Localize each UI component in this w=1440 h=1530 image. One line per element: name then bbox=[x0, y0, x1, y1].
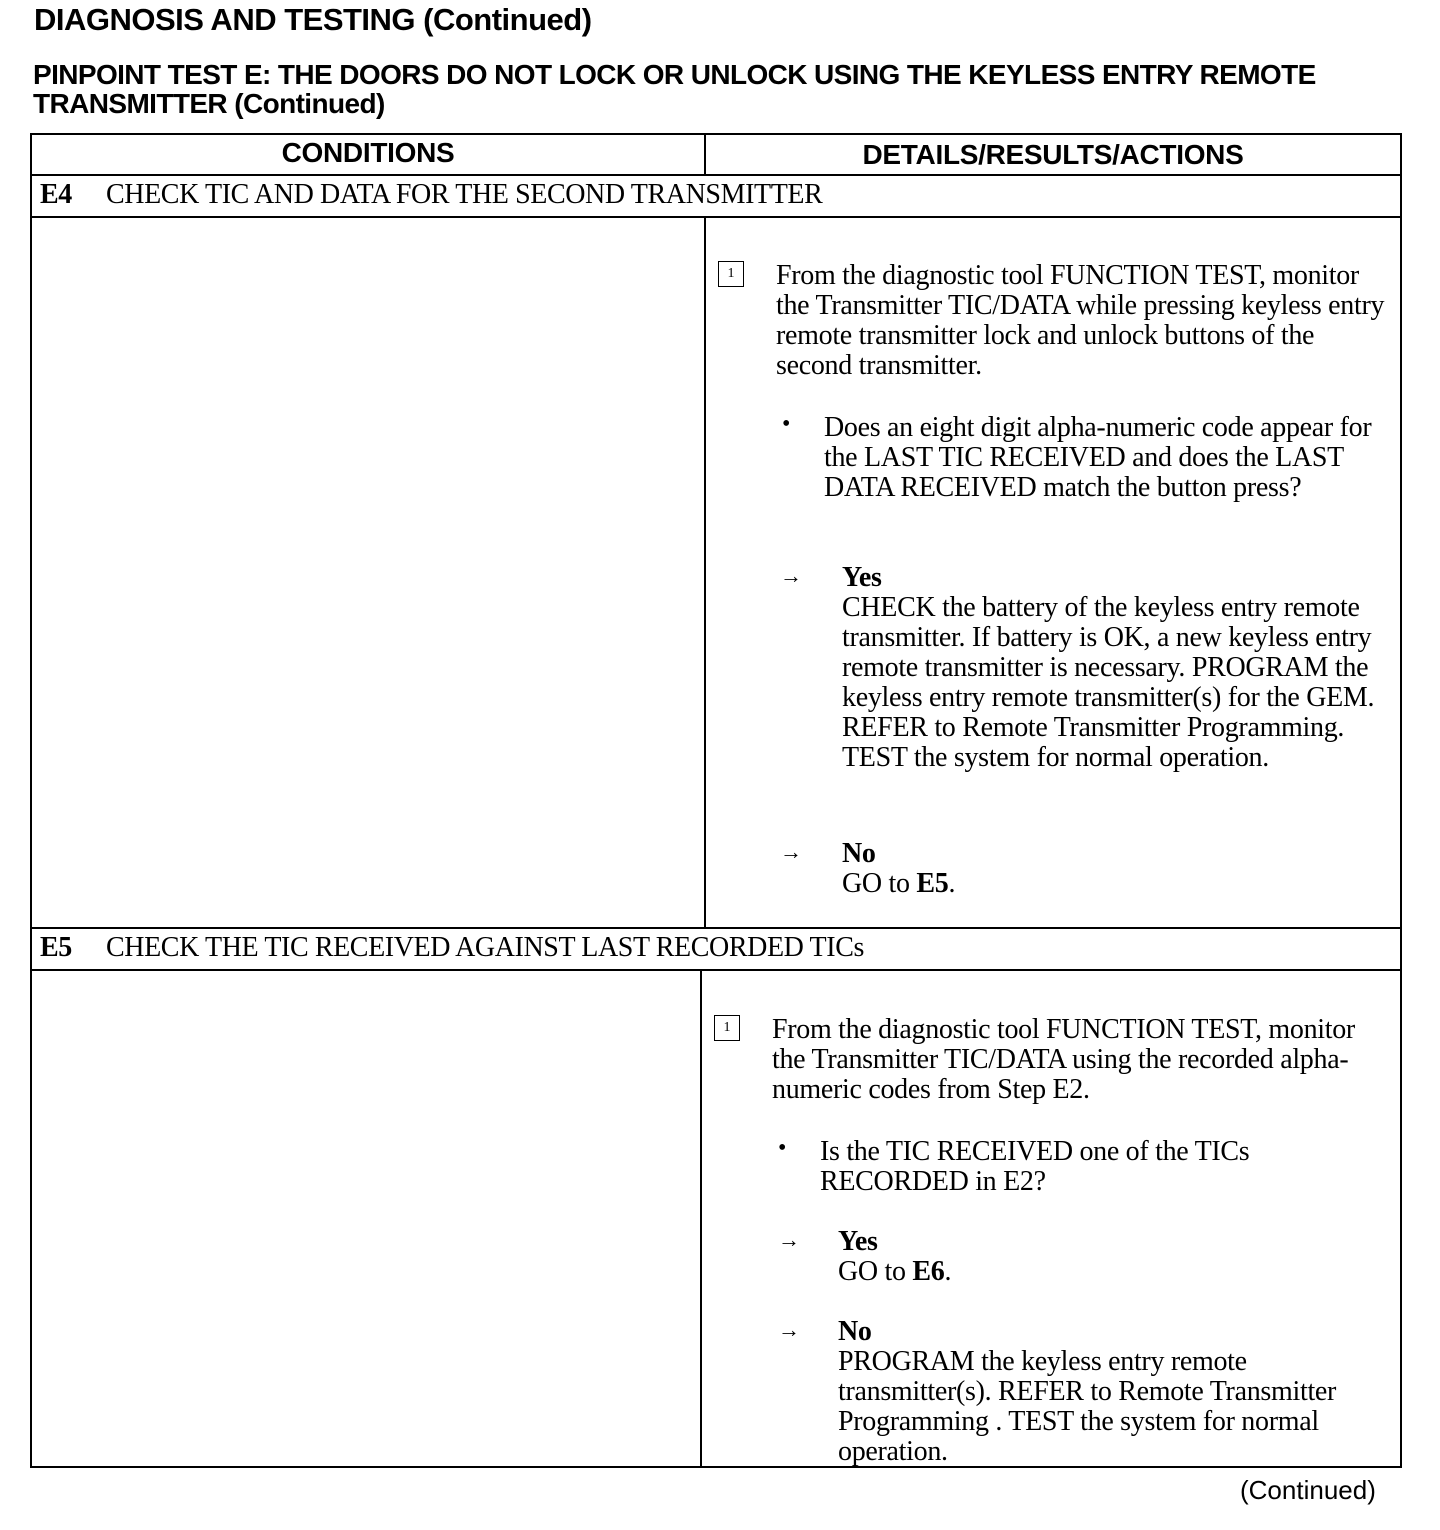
header-column-divider bbox=[704, 135, 706, 175]
conditions-column-header: CONDITIONS bbox=[281, 137, 455, 168]
step-e5-top-divider bbox=[32, 927, 1400, 929]
step-e4-no-block bbox=[842, 839, 1392, 899]
pinpoint-test-table bbox=[30, 133, 1402, 1468]
step-e5-bullet-icon: • bbox=[778, 1135, 787, 1161]
step-e4-yes-text: CHECK the battery of the keyless entry remote transmitter. If battery is OK, a new keyless entry remote transmitter is necessary. PROGRAM the keyless entry remote transmitter(s) for the GEM. REFER to Remote Transmitter Programming. TEST the system for normal operation. bbox=[842, 592, 1375, 773]
pinpoint-test-title: PINPOINT TEST E: THE DOORS DO NOT LOCK OR UNLOCK USING THE KEYLESS ENTRY REMOTE TRANSMITTER (Continued) bbox=[33, 59, 1316, 119]
step-e5-title-divider bbox=[32, 969, 1400, 971]
step-e4-column-divider bbox=[704, 217, 706, 927]
step-e5-code: E5 bbox=[40, 932, 72, 963]
step-e4-no-arrow-icon: → bbox=[780, 839, 802, 864]
step-e4-yes-label: Yes bbox=[842, 562, 882, 593]
step-e5-no-block bbox=[838, 1317, 1394, 1467]
step-e5-yes-ref: E6 bbox=[912, 1256, 945, 1287]
step-e4-no-suffix: . bbox=[948, 868, 956, 899]
page-title: DIAGNOSIS AND TESTING (Continued) bbox=[34, 2, 592, 37]
step-e5-yes-prefix: GO to bbox=[838, 1256, 913, 1287]
step-e5-column-divider bbox=[700, 970, 702, 1467]
step-e4-bullet-icon: • bbox=[782, 411, 791, 437]
step-e5-question: Is the TIC RECEIVED one of the TICs RECORDED in E2? bbox=[820, 1136, 1250, 1197]
step-e5-title: CHECK THE TIC RECEIVED AGAINST LAST RECORDED TICs bbox=[106, 932, 864, 963]
step-e5-no-label: No bbox=[838, 1316, 872, 1347]
step-e5-yes-suffix: . bbox=[944, 1256, 952, 1287]
step-e4-yes-block bbox=[842, 563, 1392, 773]
step-e4-question: Does an eight digit alpha-numeric code appear for the LAST TIC RECEIVED and does the LAST DATA RECEIVED match the button press? bbox=[824, 412, 1372, 503]
step-e4-title-row bbox=[40, 179, 822, 211]
step-e5-no-arrow-icon: → bbox=[778, 1317, 800, 1342]
step-e4-no-label: No bbox=[842, 838, 876, 869]
step-e5-no-text: PROGRAM the keyless entry remote transmitter(s). REFER to Remote Transmitter Programming . TEST the system for normal operation. bbox=[838, 1346, 1337, 1467]
step-e5-yes-label: Yes bbox=[838, 1226, 878, 1257]
step-e4-title-divider bbox=[32, 216, 1400, 218]
header-divider bbox=[32, 174, 1400, 176]
step-e4-number-box: 1 bbox=[718, 261, 744, 287]
details-column-header: DETAILS/RESULTS/ACTIONS bbox=[862, 139, 1244, 170]
step-e5-yes-block bbox=[838, 1227, 1388, 1287]
continued-footer: (Continued) bbox=[1240, 1475, 1376, 1505]
step-e5-title-row bbox=[40, 932, 864, 964]
step-e4-instruction: From the diagnostic tool FUNCTION TEST, monitor the Transmitter TIC/DATA while pressing keyless entry remote transmitter lock and unlock buttons of the second transmitter. bbox=[776, 260, 1385, 381]
step-e4-no-ref: E5 bbox=[916, 868, 949, 899]
step-e4-no-prefix: GO to bbox=[842, 868, 917, 899]
step-e5-instruction: From the diagnostic tool FUNCTION TEST, monitor the Transmitter TIC/DATA using the recorded alpha-numeric codes from Step E2. bbox=[772, 1014, 1355, 1105]
step-e5-yes-arrow-icon: → bbox=[778, 1227, 800, 1252]
step-e4-title: CHECK TIC AND DATA FOR THE SECOND TRANSMITTER bbox=[106, 179, 823, 210]
step-e4-code: E4 bbox=[40, 179, 72, 210]
step-e5-number-box: 1 bbox=[714, 1015, 740, 1041]
step-e4-yes-arrow-icon: → bbox=[780, 563, 802, 588]
